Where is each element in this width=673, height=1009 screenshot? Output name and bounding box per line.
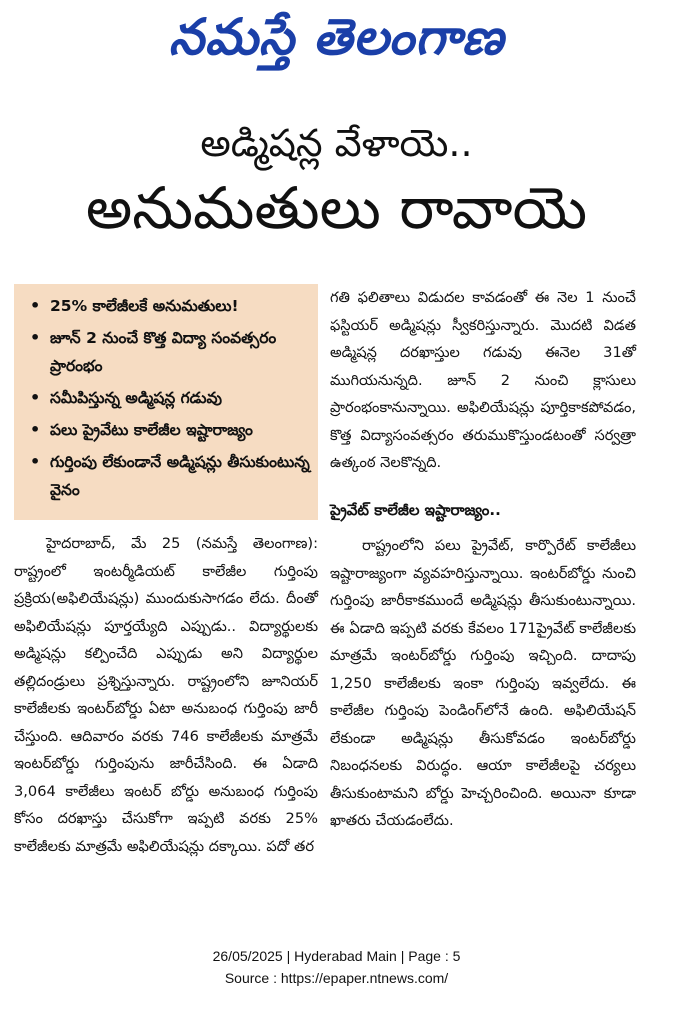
highlights-list <box>28 292 310 504</box>
article-column-left <box>14 530 318 860</box>
article-paragraph: గతి ఫలితాలు విడుదల కావడంతో ఈ నెల 1 నుంచే ఫస్టియర్ అడ్మిషన్లు స్వీకరిస్తున్నారు. మొదటి విడత అడ్మిషన్ల దరఖాస్తుల గడువు ఈనెల 31తో ముగియనున్నది. జూన్ 2 నుంచి క్లాసులు ప్రారంభంకానున్నాయి. అఫిలియేషన్లు పూర్తికాకపోవడం, కొత్త విద్యాసంవత్సరం తరుముకొస్తుండటంతో సర్వత్రా ఉత్కంఠ నెలకొన్నది. <box>330 289 636 471</box>
article-subheading: ప్రైవేట్ కాలేజీల ఇష్టారాజ్యం.. <box>330 500 501 519</box>
highlight-item <box>28 324 310 380</box>
footer-source: Source : https://epaper.ntnews.com/ <box>224 970 449 986</box>
highlight-item <box>28 448 310 504</box>
highlight-item <box>28 292 310 320</box>
bullet-icon: • <box>30 328 41 347</box>
highlights-box <box>14 284 318 520</box>
article-column-right <box>330 284 636 835</box>
bullet-icon: • <box>30 296 41 315</box>
highlight-text: 25% కాలేజీలకే అనుమతులు! <box>50 297 239 315</box>
article-paragraph: రాష్ట్రంలోని పలు ప్రైవేట్, కార్పొరేట్ కాలేజీలు ఇష్టారాజ్యంగా వ్యవహరిస్తున్నాయి. ఇంటర్‌బోర్డు నుంచి గుర్తింపు జారీకాకముందే అడ్మిషన్లు తీసుకుంటున్నాయి. ఈ ఏడాది ఇప్పటి వరకు కేవలం 171ప్రైవేట్ కాలేజీలకు మాత్రమే ఇంటర్‌బోర్డు గుర్తింపు ఇచ్చింది. దాదాపు 1,250 కాలేజీలకు ఇంకా గుర్తింపు ఇవ్వలేదు. ఈ కాలేజీల గుర్తింపు పెండింగ్‌లోనే ఉంది. అఫిలియేషన్ లేకుండా అడ్మిషన్లు తీసుకోవడం ఇంటర్‌బోర్డు నిబంధనలకు విరుద్ధం. ఆయా కాలేజీలపై చర్యలు తీసుకుంటామని బోర్డు హెచ్చరించింది. అయినా కూడా ఖాతరు చేయడంలేదు. <box>330 537 636 829</box>
article-paragraph: హైదరాబాద్, మే 25 (నమస్తే తెలంగాణ): రాష్ట్రంలో ఇంటర్మీడియట్ కాలేజీల గుర్తింపు ప్రక్రియ(అఫిలియేషన్లు) ముందుకుసాగడం లేదు. దీంతో అఫిలియేషన్లు పూర్తయ్యేది ఎప్పుడు.. విద్యార్థులకు అడ్మిషన్లు కల్పించేది ఎప్పుడు అని విద్యార్థుల తల్లిదండ్రులు ప్రశ్నిస్తున్నారు. రాష్ట్రంలోని జూనియర్ కాలేజీలకు ఇంటర్‌బోర్డు ఏటా అనుబంధ గుర్తింపు జారీ చేస్తుంది. ఆదివారం వరకు 746 కాలేజీలకు మాత్రమే ఇంటర్‌బోర్డు గుర్తింపును జారీచేసింది. ఈ ఏడాది 3,064 కాలేజీలు ఇంటర్ బోర్డు అనుబంధ గుర్తింపు కోసం దరఖాస్తు చేసుకోగా ఇప్పటి వరకు 25% కాలేజీలకు మాత్రమే అఫిలియేషన్లు దక్కాయి. పదో తర <box>14 535 318 855</box>
main-headline: అనుమతులు రావాయె <box>85 174 588 242</box>
highlight-item <box>28 416 310 444</box>
highlight-text: గుర్తింపు లేకుండానే అడ్మిషన్లు తీసుకుంటున్న వైనం <box>50 453 310 499</box>
footer-date-edition: 26/05/2025 | Hyderabad Main | Page : 5 <box>212 948 461 964</box>
highlight-text: పలు ప్రైవేటు కాలేజీల ఇష్టారాజ్యం <box>50 421 253 439</box>
kicker-headline: అడ్మిషన్ల వేళాయె.. <box>200 121 473 165</box>
highlight-text: సమీపిస్తున్న అడ్మిషన్ల గడువు <box>50 389 222 407</box>
bullet-icon: • <box>30 452 41 471</box>
highlight-item <box>28 384 310 412</box>
highlight-text: జూన్ 2 నుంచే కొత్త విద్యా సంవత్సరం ప్రారంభం <box>50 329 277 375</box>
masthead-logo: నమస్తే తెలంగాణ <box>168 8 505 66</box>
bullet-icon: • <box>30 388 41 407</box>
bullet-icon: • <box>30 420 41 439</box>
